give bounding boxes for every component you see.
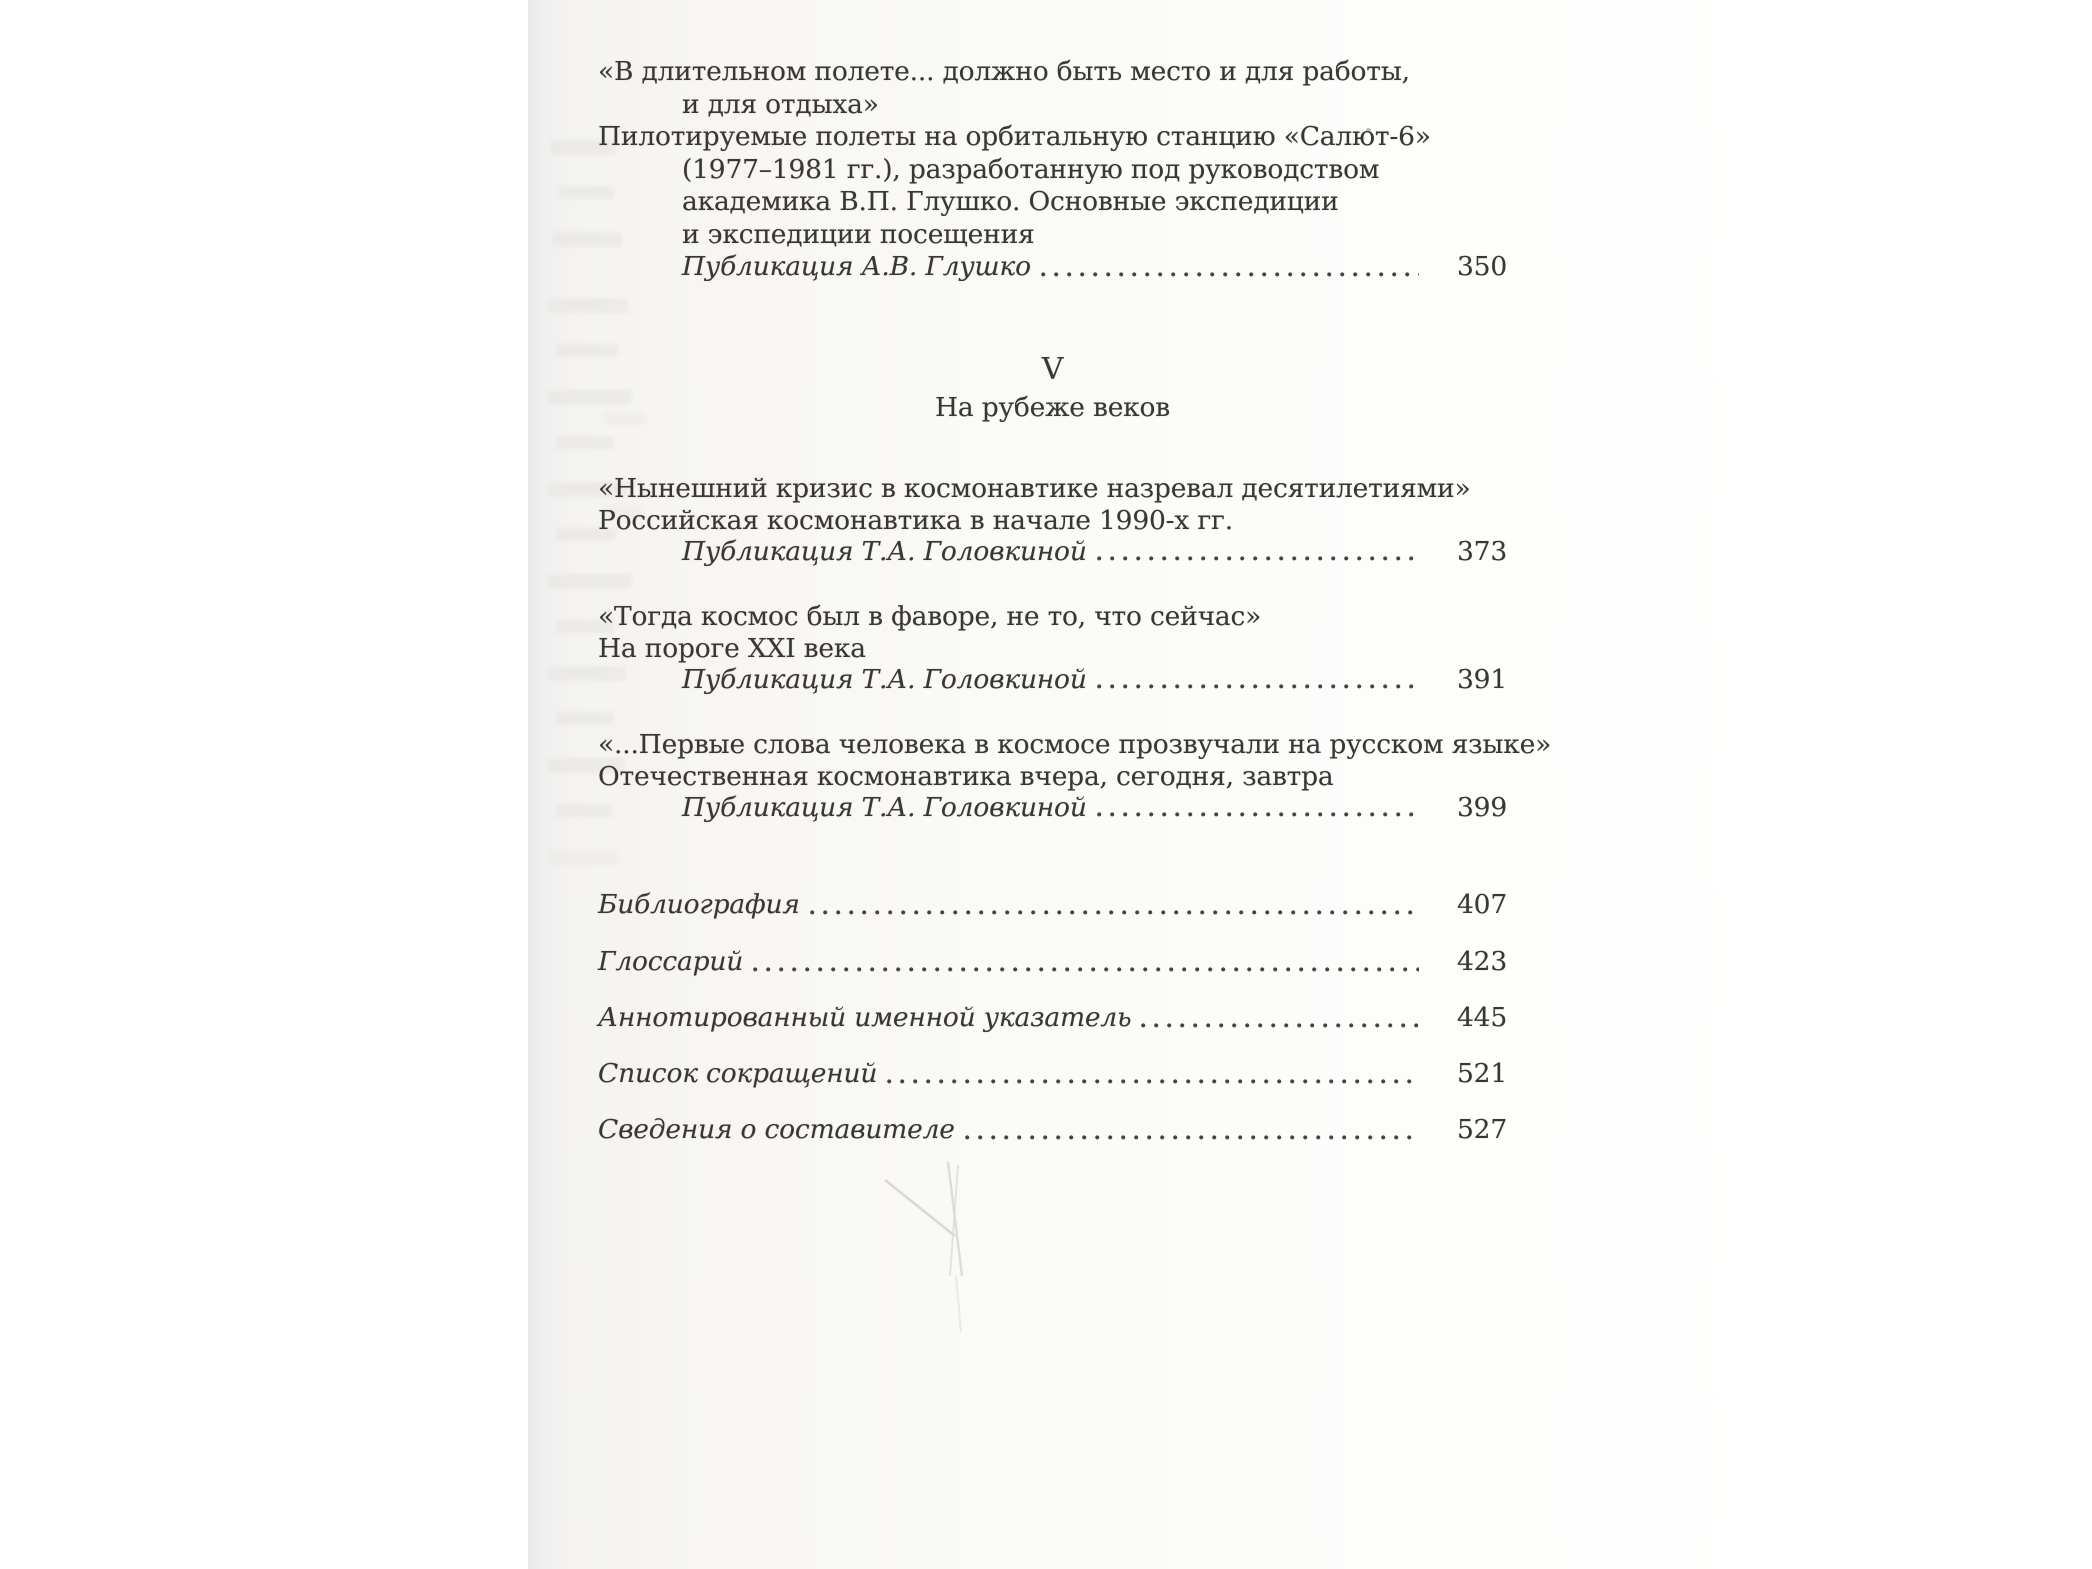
toc-line-text: На пороге XXI века [598,632,866,664]
publication-label: Публикация Т.А. Головкиной [682,536,1087,567]
page-number: 521 [1457,1058,1507,1089]
toc-line-text: Пилотируемые полеты на орбитальную станцию «Салют-6» [598,121,1431,152]
toc-line [598,729,1552,761]
backmatter-title: Библиография [598,889,800,920]
publication-line [682,664,1507,696]
section-number: V [1041,352,1064,387]
backmatter-row [598,1058,1507,1091]
section-title: На рубеже веков [934,392,1171,423]
toc-line-text: и для отдыха» [682,88,879,120]
page-number: 350 [1457,251,1507,282]
page-number: 391 [1457,664,1507,695]
page-number: 423 [1457,946,1507,977]
toc-line-text: «Нынешний кризис в космонавтике назревал десятилетиями» [598,473,1471,504]
toc-line-text: и экспедиции посещения [682,218,1035,250]
publication-label: Публикация Т.А. Головкиной [682,664,1087,695]
page-number: 399 [1457,792,1507,823]
backmatter-row [598,889,1507,922]
dot-leader [753,967,1419,972]
toc-line [598,154,1507,187]
publication-line [682,251,1507,284]
toc-line [598,761,1507,793]
backmatter-row [598,946,1507,979]
dot-leader [965,1135,1419,1140]
page-number: 445 [1457,1002,1507,1033]
toc-entry-salyut [598,56,1507,284]
show-through-artifact [556,436,614,449]
page-number: 373 [1457,536,1507,567]
toc-entry [598,601,1507,696]
backmatter-line [598,946,1507,979]
toc-entry [598,473,1507,568]
backmatter-line [598,889,1507,922]
dot-leader [1097,684,1419,689]
dot-leader [1041,272,1419,277]
backmatter-title: Глоссарий [598,946,744,977]
toc-line-text: «Тогда космос был в фаворе, не то, что сейчас» [598,601,1262,632]
toc-line [598,473,1507,505]
page-number: 407 [1457,889,1507,920]
toc-line [598,601,1507,633]
backmatter-row [598,1114,1507,1147]
toc-line [598,219,1507,252]
toc-line [598,505,1507,537]
backmatter-title: Сведения о составителе [598,1114,955,1145]
backmatter-line [598,1058,1507,1091]
show-through-artifact [556,712,614,725]
toc-line [598,56,1507,89]
publication-label: Публикация Т.А. Головкиной [682,792,1087,823]
dot-leader [887,1079,1419,1084]
publication-label: Публикация А.В. Глушко [682,251,1031,282]
dot-leader [810,910,1419,915]
backmatter-title: Список сокращений [598,1058,878,1089]
show-through-artifact [548,574,632,589]
toc-line-text: (1977–1981 гг.), разработанную под руководством [682,153,1380,185]
hair-scratch-artifact [850,1140,1020,1370]
toc-line-text: Российская космонавтика в начале 1990-х гг. [598,504,1233,536]
backmatter-title: Аннотированный именной указатель [598,1002,1132,1033]
toc-line [598,121,1507,154]
dot-leader [1097,556,1419,561]
page-number: 527 [1457,1114,1507,1145]
dot-leader [1097,812,1419,817]
toc-line-text: Отечественная космонавтика вчера, сегодня, завтра [598,760,1334,792]
toc-line [598,186,1507,219]
backmatter-line [598,1002,1507,1035]
backmatter-row [598,1002,1507,1035]
toc-line [598,89,1507,122]
publication-line [682,536,1507,568]
dot-leader [1141,1023,1419,1028]
section-heading [598,351,1507,427]
backmatter-line [598,1114,1507,1147]
toc-entry [598,729,1552,824]
toc-line-text: академика В.П. Глушко. Основные экспедиции [682,186,1339,217]
show-through-artifact [548,298,628,313]
toc-line-text: «...Первые слова человека в космосе прозвучали на русском языке» [598,729,1552,760]
show-through-artifact [548,850,618,865]
toc-line-text: «В длительном полете... должно быть место и для работы, [598,56,1410,87]
publication-line [682,792,1507,824]
toc-line [598,633,1507,665]
